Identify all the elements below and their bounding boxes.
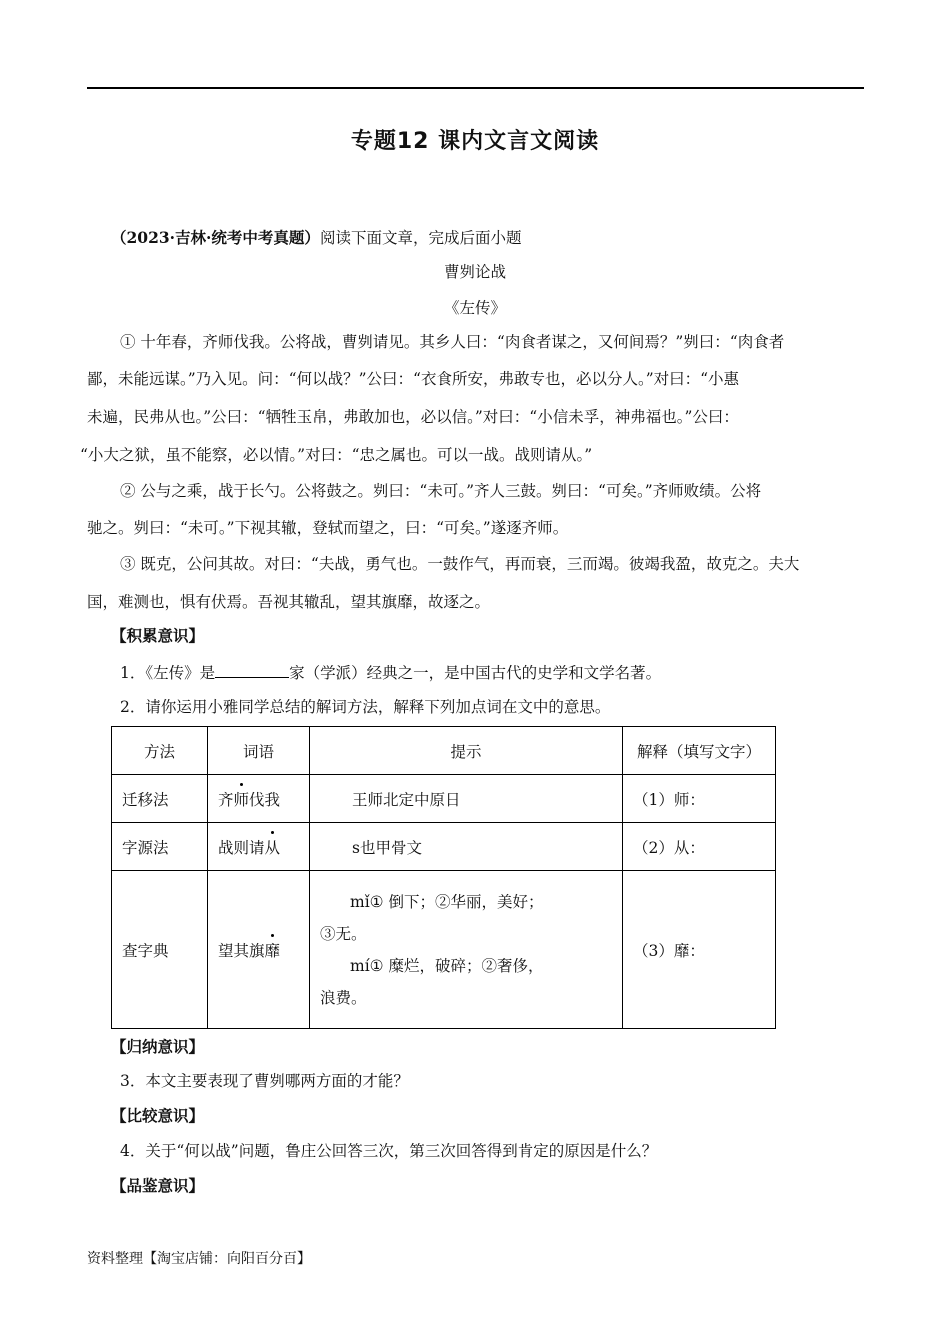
hint-line: 浪费。 — [320, 988, 367, 1007]
section-accumulate: 【积累意识】 — [111, 626, 205, 645]
dotted-char: 师 — [234, 788, 250, 810]
header-answer: 解释（填写文字） — [623, 727, 776, 775]
question-3: 3．本文主要表现了曹刿哪两方面的才能？ — [120, 1072, 409, 1090]
footer-text: 资料整理【淘宝店铺：向阳百分百】 — [87, 1251, 311, 1267]
word-text: 战则请 — [218, 838, 265, 857]
question-2: 2．请你运用小雅同学总结的解词方法，解释下列加点词在文中的意思。 — [120, 698, 611, 716]
passage-author: 《左传》 — [443, 299, 506, 317]
passage-line: ③ 既克，公问其故。对曰：“夫战，勇气也。一鼓作气，再而衰，三而竭。彼竭我盈，故克之。夫大 — [120, 555, 800, 573]
word-table — [111, 726, 776, 1029]
passage-line: 鄙，未能远谋。”乃入见。问：“何以战？”公曰：“衣食所安，弗敢专也，必以分人。”对曰：“小惠 — [87, 370, 740, 388]
question-1-text-end: 家（学派）经典之一，是中国古代的史学和文学名著。 — [289, 664, 662, 682]
hint-cell: s也甲骨文 — [310, 823, 623, 871]
method-cell: 迁移法 — [112, 775, 208, 823]
answer-cell[interactable]: （2）从： — [623, 823, 776, 871]
instruction-text: 阅读下面文章，完成后面小题 — [319, 229, 522, 247]
hint-line: mǐ① 倒下；②华丽，美好； — [350, 892, 544, 911]
dotted-char: 从 — [265, 836, 281, 858]
passage-line: 驰之。刿曰：“未可。”下视其辙，登轼而望之，曰：“可矣。”遂逐齐师。 — [87, 519, 569, 537]
header-rule — [87, 87, 864, 89]
answer-blank[interactable] — [215, 662, 289, 678]
table-row — [112, 775, 776, 823]
table-row — [112, 871, 776, 1029]
answer-cell[interactable]: （3）靡： — [623, 871, 776, 1029]
dotted-char: 靡 — [265, 939, 281, 961]
passage-line: ① 十年春，齐师伐我。公将战，曹刿请见。其乡人曰：“肉食者谋之，又何间焉？”刿曰：“肉食者 — [120, 333, 785, 351]
section-appreciate: 【品鉴意识】 — [111, 1176, 205, 1195]
hint-line: ③无。 — [320, 924, 367, 943]
question-4: 4．关于“何以战”问题，鲁庄公回答三次，第三次回答得到肯定的原因是什么？ — [120, 1142, 658, 1160]
source-label: （2023·吉林·统考中考真题） — [111, 228, 320, 247]
header-hint: 提示 — [310, 727, 623, 775]
hint-cell — [310, 871, 623, 1029]
table-row — [112, 823, 776, 871]
word-text: 伐我 — [249, 790, 281, 809]
page-title: 专题12 课内文言文阅读 — [350, 129, 600, 154]
passage-line: ② 公与之乘，战于长勺。公将鼓之。刿曰：“未可。”齐人三鼓。刿曰：“可矣。”齐师败绩。公将 — [120, 482, 762, 500]
passage-line: 未遍，民弗从也。”公曰：“牺牲玉帛，弗敢加也，必以信。”对曰：“小信未孚，神弗福也。”公曰： — [87, 408, 739, 426]
question-1-text: 1．《左传》是 — [120, 664, 216, 682]
passage-line: 国，难测也，惧有伏焉。吾视其辙乱，望其旗靡，故逐之。 — [87, 593, 491, 611]
method-cell: 查字典 — [112, 871, 208, 1029]
section-induce: 【归纳意识】 — [111, 1037, 205, 1056]
hint-line: mí① 糜烂，破碎；②奢侈， — [350, 956, 544, 975]
word-cell — [208, 823, 310, 871]
answer-cell[interactable]: （1）师： — [623, 775, 776, 823]
hint-cell: 王师北定中原日 — [310, 775, 623, 823]
question-intro — [111, 228, 521, 248]
question-1 — [120, 662, 661, 683]
word-cell — [208, 871, 310, 1029]
method-cell: 字源法 — [112, 823, 208, 871]
passage-title: 曹刿论战 — [443, 263, 506, 281]
word-text: 望其旗 — [218, 941, 265, 960]
header-word: 词语 — [208, 727, 310, 775]
word-cell — [208, 775, 310, 823]
word-text: 齐 — [218, 790, 234, 809]
table-header-row — [112, 727, 776, 775]
section-compare: 【比较意识】 — [111, 1106, 205, 1125]
header-method: 方法 — [112, 727, 208, 775]
passage-line: “小大之狱，虽不能察，必以情。”对曰：“忠之属也。可以一战。战则请从。” — [80, 446, 593, 464]
